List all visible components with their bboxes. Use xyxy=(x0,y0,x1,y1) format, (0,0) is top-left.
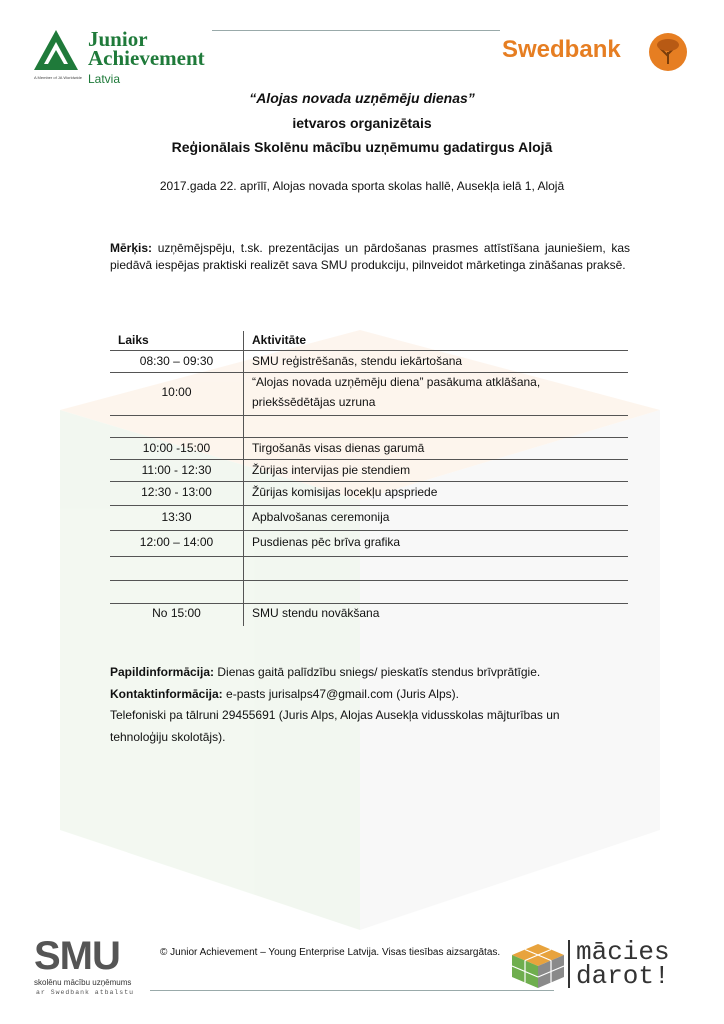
table-row xyxy=(110,373,628,416)
extra-info-text: Dienas gaitā palīdzību sniegs/ pieskatīs stendus brīvprātīgie. xyxy=(214,665,541,679)
row-activity: Tirgošanās visas dienas garumā xyxy=(252,441,425,455)
column-divider xyxy=(243,506,244,530)
row-time: 11:00 - 12:30 xyxy=(141,463,212,477)
column-divider xyxy=(243,604,244,626)
header-divider xyxy=(212,30,500,31)
ja-tagline: A Member of JA Worldwide xyxy=(34,75,82,80)
contact-info xyxy=(110,662,630,748)
swedbank-logo: Swedbank xyxy=(502,36,621,63)
oak-tree-icon xyxy=(648,32,688,72)
slogan xyxy=(568,937,670,991)
row-time: 12:30 - 13:00 xyxy=(141,485,212,499)
smu-subtitle: skolēnu mācību uzņēmums xyxy=(34,978,132,987)
ja-triangle-icon xyxy=(34,30,78,70)
table-row xyxy=(110,506,628,531)
row-time: 12:00 – 14:00 xyxy=(139,535,214,549)
header-activity: Aktivitāte xyxy=(252,333,307,347)
table-row xyxy=(110,482,628,506)
contact-text: e-pasts jurisalps47@gmail.com (Juris Alps). xyxy=(222,686,459,701)
row-activity: Žūrijas intervijas pie stendiem xyxy=(252,463,411,477)
fair-title: Reģionālais Skolēnu mācību uzņēmumu gadatirgus Alojā xyxy=(171,139,553,155)
ja-country: Latvia xyxy=(88,72,121,86)
table-row xyxy=(110,557,628,581)
table-row xyxy=(110,604,628,626)
header-time: Laiks xyxy=(118,333,149,347)
column-divider xyxy=(243,482,244,505)
row-time: 08:30 – 09:30 xyxy=(139,354,214,368)
row-activity: SMU reģistrēšanās, stendu iekārtošana xyxy=(252,354,463,368)
table-row xyxy=(110,581,628,604)
goal-paragraph xyxy=(110,240,630,274)
extra-info-label: Papildinformācija: xyxy=(110,665,215,679)
slogan-line-1: mācies xyxy=(576,937,670,967)
row-activity: Žūrijas komisijas locekļu apspriede xyxy=(252,485,438,499)
date-place: 2017.gada 22. aprīlī, Alojas novada sporta skolas hallē, Ausekļa ielā 1, Alojā xyxy=(159,179,565,193)
extra-info-line xyxy=(110,662,630,684)
slogan-line-2: darot! xyxy=(576,961,670,991)
footer-divider xyxy=(150,990,554,991)
table-row xyxy=(110,416,628,438)
phone-line-1: Telefoniski pa tālruni 29455691 (Juris Alps, Alojas Ausekļa vidusskolas mājturības un xyxy=(110,708,560,722)
column-divider xyxy=(243,438,244,459)
row-time: 10:00 xyxy=(161,385,192,399)
column-divider xyxy=(243,460,244,481)
contact-line xyxy=(110,684,630,706)
event-title: “Alojas novada uzņēmēju dienas” xyxy=(249,90,475,106)
table-row xyxy=(110,351,628,373)
copyright-text: © Junior Achievement – Young Enterprise Latvija. Visas tiesības aizsargātas. xyxy=(160,947,501,958)
ja-name: Junior Achievement xyxy=(88,27,205,70)
schedule-header xyxy=(110,331,628,351)
table-row xyxy=(110,438,628,460)
row-time: 10:00 -15:00 xyxy=(142,441,211,455)
column-divider xyxy=(243,581,244,603)
junior-achievement-logo xyxy=(34,26,214,88)
column-divider xyxy=(243,373,244,415)
cube-logo-icon xyxy=(512,944,564,988)
phone-line-2: tehnoloģiju skolotājs). xyxy=(110,729,226,744)
column-divider xyxy=(243,331,244,350)
column-divider xyxy=(243,416,244,437)
column-divider xyxy=(243,351,244,372)
smu-logo-text: SMU xyxy=(34,934,120,978)
row-activity: “Alojas novada uzņēmēju diena” pasākuma atklāšana, xyxy=(252,375,541,389)
contact-label: Kontaktinformācija: xyxy=(110,686,223,701)
table-row xyxy=(110,460,628,482)
row-activity: Apbalvošanas ceremonija xyxy=(252,510,390,524)
schedule-table xyxy=(110,331,628,626)
row-activity-line2: priekšsēdētājas uzruna xyxy=(252,395,376,409)
column-divider xyxy=(243,557,244,580)
row-activity: Pusdienas pēc brīva grafika xyxy=(252,535,401,549)
goal-text: uzņēmējspēju, t.sk. prezentācijas un pārdošanas prasmes attīstīšana jauniešiem, kas piedāvā iespējas praktiski realizēt sava SMU produkciju, pilnveidot mārketinga zināšanas praksē. xyxy=(110,241,630,272)
smu-support-text: ar Swedbank atbalstu xyxy=(36,989,135,996)
goal-label: Mērķis: xyxy=(110,241,153,255)
table-row xyxy=(110,531,628,557)
row-time: 13:30 xyxy=(161,510,192,524)
row-activity: SMU stendu novākšana xyxy=(252,606,380,620)
column-divider xyxy=(243,531,244,556)
row-time: No 15:00 xyxy=(152,606,201,620)
smu-logo xyxy=(34,936,146,998)
event-subtitle: ietvaros organizētais xyxy=(292,115,432,131)
